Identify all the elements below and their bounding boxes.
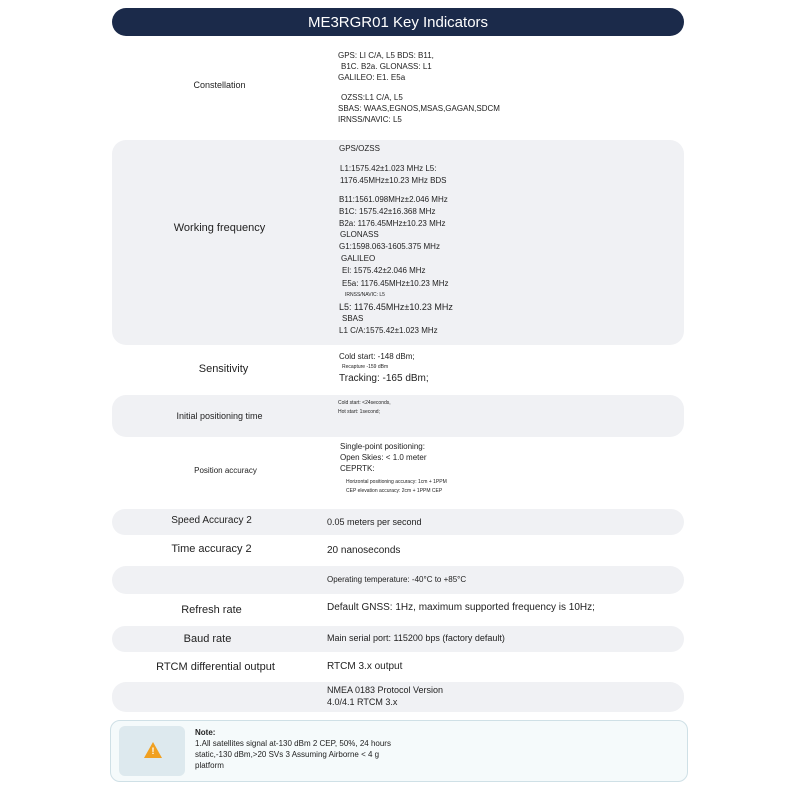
value-line: IRNSS/NAVIC: L5 — [338, 115, 402, 124]
value-line: GALILEO: E1. E5a — [338, 73, 406, 82]
row-protocol — [112, 682, 684, 712]
row-position-accuracy — [112, 439, 684, 505]
row-label: Initial positioning time — [176, 411, 263, 421]
row-time-accuracy — [112, 537, 684, 563]
row-label: Position accuracy — [194, 466, 257, 475]
value-line: Cold start: <24seconds, — [338, 400, 391, 406]
title-bar — [112, 8, 684, 36]
row-value — [327, 684, 443, 708]
value-line: Open Skies: < 1.0 meter — [340, 453, 427, 462]
value-line: Tracking: -165 dBm; — [339, 373, 429, 384]
row-refresh-rate — [112, 596, 684, 624]
value-line: L5: 1176.45MHz±10.23 MHz — [339, 302, 453, 312]
row-label: RTCM differential output — [156, 661, 275, 673]
warning-icon-mark: ! — [151, 746, 155, 756]
value-line: B2a: 1176.45MHz±10.23 MHz — [339, 219, 446, 228]
row-initial-positioning — [112, 395, 684, 437]
row-label: Working frequency — [173, 222, 266, 234]
row-value — [338, 399, 391, 417]
value-line: GLONASS — [340, 230, 379, 239]
value-line: Hot start: 1second; — [338, 409, 380, 415]
row-sensitivity — [112, 347, 684, 393]
value-line: CEPRTK: — [340, 464, 375, 473]
value-line: E5a: 1176.45MHz±10.23 MHz — [342, 279, 449, 288]
row-label: Refresh rate — [181, 604, 242, 616]
row-value: 0.05 meters per second — [327, 517, 422, 527]
row-value — [338, 50, 500, 125]
row-value — [339, 351, 429, 385]
value-line: Single-point positioning: — [340, 442, 425, 451]
note-line: static,-130 dBm,>20 SVs 3 Assuming Airborne < 4 g — [195, 750, 380, 759]
row-label: Constellation — [193, 80, 246, 90]
value-line: L1 C/A:1575.42±1.023 MHz — [339, 326, 438, 335]
value-line: NMEA 0183 Protocol Version — [327, 685, 444, 695]
row-value: Main serial port: 115200 bps (factory default) — [327, 633, 505, 643]
value-line: 1176.45MHz±10.23 MHz BDS — [340, 176, 447, 185]
row-value: 20 nanoseconds — [327, 545, 401, 556]
value-line: L1:1575.42±1.023 MHz L5: — [340, 164, 437, 173]
value-line: Recapture -159 dBm — [342, 364, 389, 370]
row-value: RTCM 3.x output — [327, 661, 403, 672]
row-rtcm — [112, 654, 684, 680]
value-line: IRNSS/NAVIC: L5 — [345, 292, 385, 298]
value-line: B1C. B2a. GLONASS: L1 — [341, 62, 432, 71]
row-value — [340, 441, 447, 496]
value-line: SBAS — [342, 314, 364, 323]
row-label: Baud rate — [183, 633, 232, 645]
value-line: 4.0/4.1 RTCM 3.x — [327, 697, 398, 707]
note-line: 1.All satellites signal at-130 dBm 2 CEP, 50%, 24 hours — [195, 739, 391, 748]
row-operating-temperature — [112, 566, 684, 594]
note-line: platform — [195, 761, 224, 770]
value-line: GALILEO — [341, 254, 376, 263]
row-value: Default GNSS: 1Hz, maximum supported frequency is 10Hz; — [327, 602, 595, 613]
value-line: G1:1598.063-1605.375 MHz — [339, 242, 440, 251]
row-label: Time accuracy 2 — [171, 543, 252, 555]
row-baud-rate — [112, 626, 684, 652]
value-line: Cold start: -148 dBm; — [339, 352, 415, 361]
note-box — [110, 720, 688, 782]
row-speed-accuracy — [112, 509, 684, 535]
row-value: Operating temperature: -40°C to +85°C — [327, 575, 467, 584]
value-line: GPS: LI C/A, L5 BDS: B11, — [338, 51, 434, 60]
value-line: CEP elevation accuracy: 2cm + 1PPM CEP — [346, 488, 443, 494]
value-line: SBAS: WAAS,EGNOS,MSAS,GAGAN,SDCM — [338, 104, 500, 113]
row-label: Sensitivity — [198, 363, 249, 375]
note-text — [195, 727, 391, 771]
value-line: B1C: 1575.42±16.368 MHz — [339, 207, 436, 216]
row-working-frequency — [112, 140, 684, 345]
note-heading: Note: — [195, 728, 216, 737]
warning-icon-box — [119, 726, 185, 776]
value-line: OZSS:L1 C/A, L5 — [341, 93, 403, 102]
value-line: El: 1575.42±2.046 MHz — [342, 266, 426, 275]
value-line: B11:1561.098MHz±2.046 MHz — [339, 195, 448, 204]
row-constellation — [112, 44, 684, 138]
row-label: Speed Accuracy 2 — [171, 515, 252, 526]
value-line: GPS/OZSS — [339, 144, 380, 153]
page-title: ME3RGR01 Key Indicators — [307, 13, 489, 31]
row-value — [339, 144, 453, 337]
value-line: Horizontal positioning accuracy: 1cm + 1PPM — [346, 479, 447, 485]
